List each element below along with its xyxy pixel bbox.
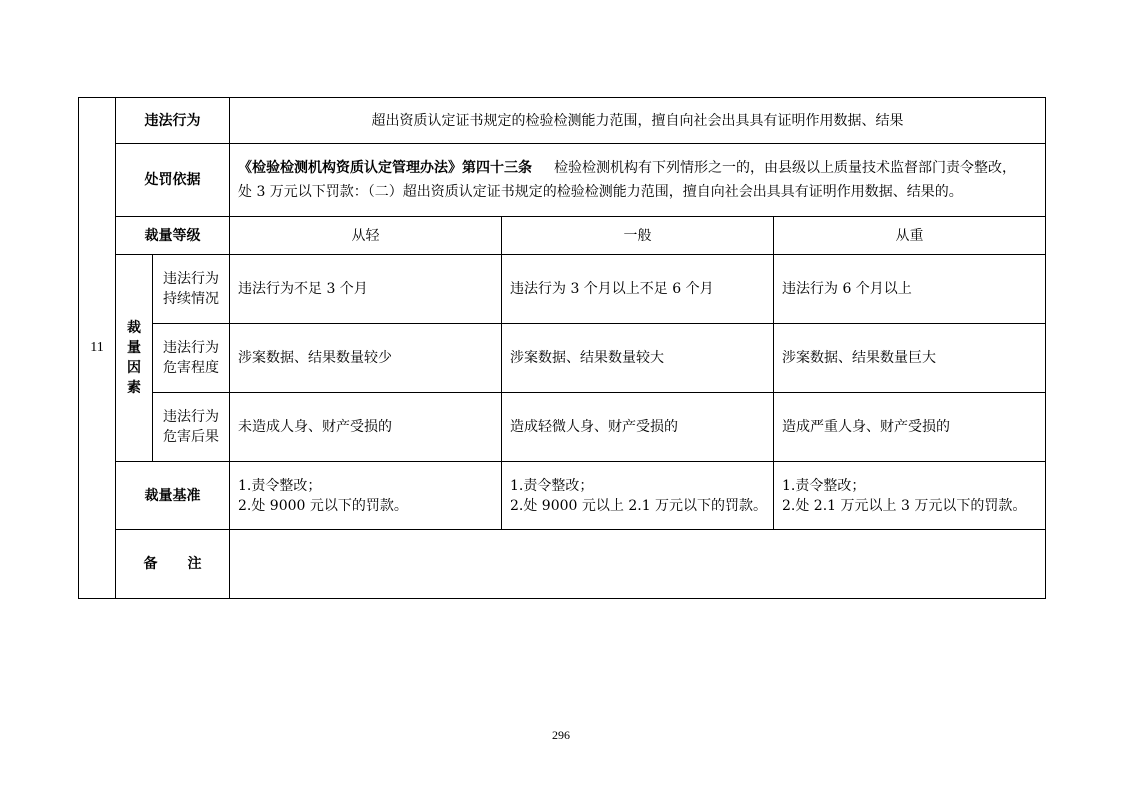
penalty-basis-text bbox=[230, 144, 1046, 217]
factor-heavy: 涉案数据、结果数量巨大 bbox=[774, 324, 1046, 393]
violation-label: 违法行为 bbox=[116, 98, 230, 144]
level-normal: 一般 bbox=[502, 217, 774, 255]
standard-light: 1.责令整改； 2.处 9000 元以下的罚款。 bbox=[230, 462, 502, 530]
penalty-basis-line-1-rest: 检验检测机构有下列情形之一的，由县级以上质量技术监督部门责令整改， bbox=[554, 160, 1016, 176]
factor-name: 违法行为 危害后果 bbox=[153, 393, 230, 462]
factor-name: 违法行为 持续情况 bbox=[153, 255, 230, 324]
violation-text: 超出资质认定证书规定的检验检测能力范围，擅自向社会出具具有证明作用数据、结果 bbox=[230, 98, 1046, 144]
levels-row bbox=[79, 217, 1046, 255]
remarks-row bbox=[79, 530, 1046, 599]
penalty-basis-line-1 bbox=[238, 156, 1037, 180]
page-number: 296 bbox=[552, 728, 570, 742]
factor-row bbox=[79, 393, 1046, 462]
violation-row bbox=[79, 98, 1046, 144]
factor-normal: 造成轻微人身、财产受损的 bbox=[502, 393, 774, 462]
factor-row bbox=[79, 255, 1046, 324]
factor-heavy: 违法行为 6 个月以上 bbox=[774, 255, 1046, 324]
standard-row bbox=[79, 462, 1046, 530]
penalty-basis-label: 处罚依据 bbox=[116, 144, 230, 217]
level-heavy: 从重 bbox=[774, 217, 1046, 255]
factor-light: 违法行为不足 3 个月 bbox=[230, 255, 502, 324]
level-light: 从轻 bbox=[230, 217, 502, 255]
remarks-label: 备 注 bbox=[116, 530, 230, 599]
factor-row bbox=[79, 324, 1046, 393]
discretion-table bbox=[78, 97, 1046, 599]
factor-light: 涉案数据、结果数量较少 bbox=[230, 324, 502, 393]
factors-label: 裁 量 因 素 bbox=[116, 255, 153, 462]
remarks-content bbox=[230, 530, 1046, 599]
standard-heavy: 1.责令整改； 2.处 2.1 万元以上 3 万元以下的罚款。 bbox=[774, 462, 1046, 530]
standard-normal: 1.责令整改； 2.处 9000 元以上 2.1 万元以下的罚款。 bbox=[502, 462, 774, 530]
factor-name: 违法行为 危害程度 bbox=[153, 324, 230, 393]
factor-heavy: 造成严重人身、财产受损的 bbox=[774, 393, 1046, 462]
factor-light: 未造成人身、财产受损的 bbox=[230, 393, 502, 462]
factor-normal: 违法行为 3 个月以上不足 6 个月 bbox=[502, 255, 774, 324]
law-reference: 《检验检测机构资质认定管理办法》第四十三条 bbox=[238, 160, 532, 176]
factor-normal: 涉案数据、结果数量较大 bbox=[502, 324, 774, 393]
standard-label: 裁量基准 bbox=[116, 462, 230, 530]
penalty-basis-row bbox=[79, 144, 1046, 217]
levels-label: 裁量等级 bbox=[116, 217, 230, 255]
row-number: 11 bbox=[79, 98, 116, 599]
penalty-basis-line-2: 处 3 万元以下罚款：（二）超出资质认定证书规定的检验检测能力范围，擅自向社会出具具有证明作用数据、结果的。 bbox=[238, 184, 963, 200]
